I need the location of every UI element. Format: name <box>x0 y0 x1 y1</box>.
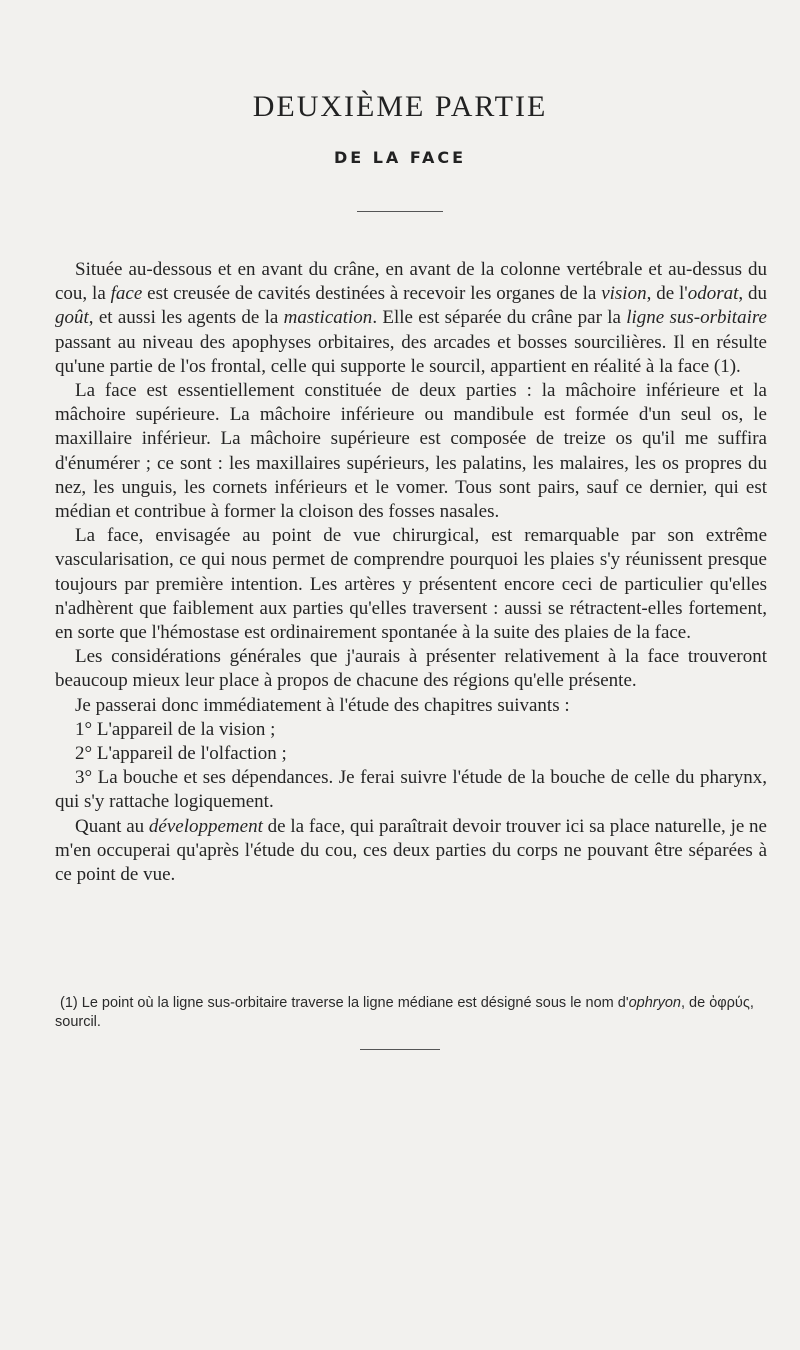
paragraph <box>55 815 767 888</box>
text-run: , et aussi les agents de la <box>88 307 284 329</box>
text-run: passant au niveau des apophyses orbitaires, des arcades et bosses sourcilières. Il en résulte qu'une partie de l'os frontal, celle qui supporte le sourcil, appartient en réalité à la face (1). <box>55 331 767 377</box>
list-item <box>55 718 767 742</box>
paragraph <box>55 694 767 718</box>
text-run: La face est essentiellement constituée de deux parties : la mâchoire inférieure et la mâchoire supérieure. La mâchoire inférieure ou mandibule est formée d'un seul os, le maxillaire inférieur. La mâchoire supérieure est composée de treize os qu'il me suffira d'énumérer ; ce sont : les maxillaires supérieurs, les palatins, les malaires, les os propres du nez, les unguis, les cornets inférieurs et le vomer. Tous sont pairs, sauf ce dernier, qui est médian et contribue à former la cloison des fosses nasales. <box>55 380 767 523</box>
text-run: Je passerai donc immédiatement à l'étude des chapitres suivants : <box>75 694 570 716</box>
footnote <box>55 994 767 1032</box>
text-run: Située au-dessous et en avant du crâne, en avant de la colonne vertébrale et au-dessus du cou, la <box>55 259 767 305</box>
italic-term: mastication <box>283 307 373 329</box>
body-text <box>55 258 767 887</box>
text-run: Les considérations générales que j'aurais à présenter relativement à la face trouveront beaucoup mieux leur place à propos de chacune des régions qu'elle présente. <box>55 646 767 692</box>
text-run: , du <box>738 283 768 305</box>
list-item <box>55 766 767 814</box>
italic-term: vision <box>601 283 647 305</box>
italic-term: développement <box>148 815 263 837</box>
paragraph <box>55 645 767 693</box>
top-divider <box>357 211 443 212</box>
text-run: est creusée de cavités destinées à recevoir les organes de la <box>142 283 602 305</box>
bottom-divider <box>360 1049 440 1050</box>
text-run: , de l' <box>646 283 688 305</box>
text-run: 1° L'appareil de la vision ; <box>75 718 276 740</box>
text-run: . Elle est séparée du crâne par la <box>372 307 627 329</box>
text-run: Quant au <box>75 815 149 837</box>
text-run: , de ὀφρύς, sourcil. <box>55 995 754 1030</box>
italic-term: face <box>110 283 143 305</box>
italic-term: ophryon <box>628 995 681 1011</box>
paragraph <box>55 524 767 645</box>
text-run: (1) Le point où la ligne sus-orbitaire traverse la ligne médiane est désigné sous le nom d' <box>60 995 629 1011</box>
text-run: La face, envisagée au point de vue chirurgical, est remarquable par son extrême vascularisation, ce qui nous permet de comprendre pourquoi les plaies s'y réunissent presque toujours par première intention. Les artères y présentent encore ceci de particulier qu'elles n'adhèrent que faiblement aux parties qu'elles traversent : aussi se rétractent-elles fortement, en sorte que l'hémostase est ordinairement spontanée à la suite des plaies de la face. <box>55 525 767 644</box>
paragraph <box>55 379 767 524</box>
text-run: de la face, qui paraîtrait devoir trouver ici sa place naturelle, je ne m'en occuperai qu'après l'étude du cou, ces deux parties du corps ne pouvant être séparées à ce point de vue. <box>55 815 767 886</box>
part-title: DEUXIÈME PARTIE <box>252 90 548 123</box>
italic-term: goût <box>55 307 89 329</box>
text-run: 3° La bouche et ses dépendances. Je ferai suivre l'étude de la bouche de celle du pharynx, qui s'y rattache logiquement. <box>55 767 767 813</box>
italic-term: odorat <box>687 283 739 305</box>
list-item <box>55 742 767 766</box>
italic-term: ligne sus-orbitaire <box>626 307 767 329</box>
chapter-subtitle: DE LA FACE <box>333 148 467 167</box>
text-run: 2° L'appareil de l'olfaction ; <box>75 743 287 765</box>
paragraph <box>55 258 767 379</box>
